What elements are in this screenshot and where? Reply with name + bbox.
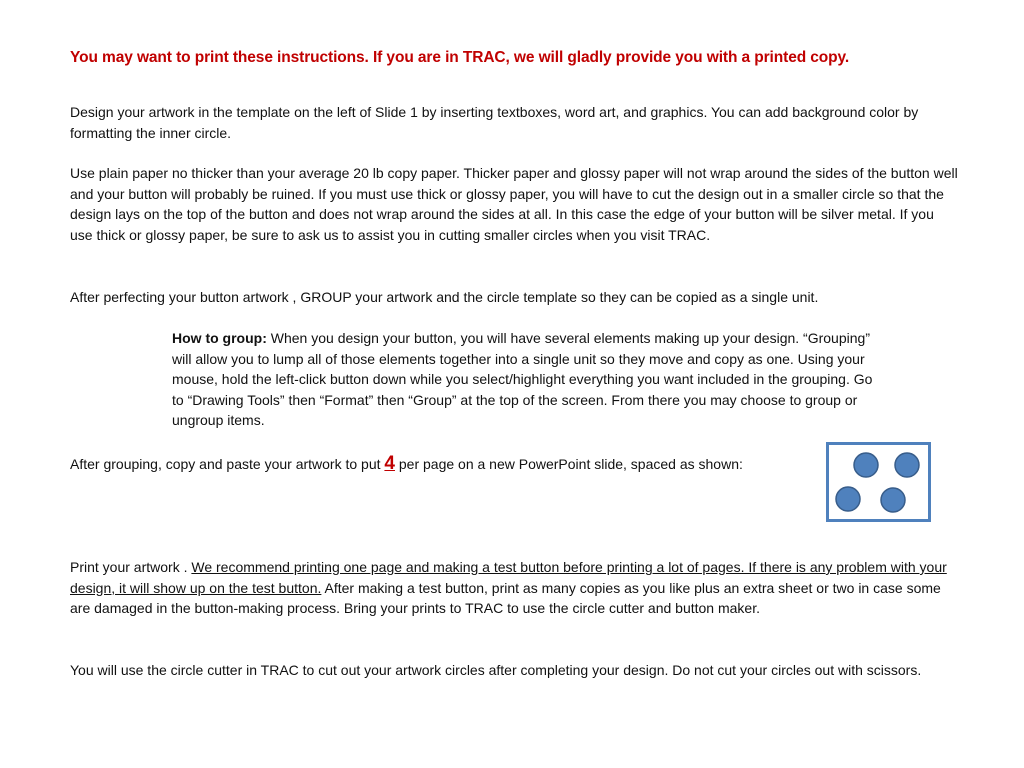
button-circle-bottom-right — [881, 488, 905, 512]
paragraph-print — [70, 557, 960, 619]
print-text-after: After making a test button, print as many copies as you like plus an extra sheet or two in case some are damaged in the button-making process. Bring your prints to TRAC to use the circle cutter and button maker. — [70, 579, 941, 617]
paragraph-copy-paste — [70, 454, 830, 475]
how-to-group-label: How to group: — [172, 330, 267, 346]
per-page-number: 4 — [384, 453, 395, 474]
paragraph-group: After perfecting your button artwork , GROUP your artwork and the circle template so they can be copied as a single unit. — [70, 289, 819, 305]
button-circle-top-left — [854, 453, 878, 477]
button-circle-bottom-left — [836, 487, 860, 511]
paragraph-circle-cutter: You will use the circle cutter in TRAC to cut out your artwork circles after completing your design. Do not cut your circles out with scissors. — [70, 662, 922, 678]
how-to-group-text: When you design your button, you will have several elements making up your design. “Grouping” will allow you to lump all of those elements together into a single unit so they move and copy as one. Using your mouse, hold the left-click button down while you select/highlight everything you want included in the grouping. Go to “Drawing Tools” then “Format” then “Group” at the top of the screen. From there you may choose to group or ungroup items. — [172, 330, 873, 429]
paragraph-design: Design your artwork in the template on the left of Slide 1 by inserting textboxes, word art, and graphics. You can add background color by formatting the inner circle. — [70, 104, 919, 141]
layout-diagram — [826, 442, 931, 522]
paragraph-paper: Use plain paper no thicker than your average 20 lb copy paper. Thicker paper and glossy paper will not wrap around the sides of the button well and your button will probably be ruined. If you must use thick or glossy paper, you will have to cut the design out in a smaller circle so that the design lays on the top of the button and does not wrap around the sides at all. In this case the edge of your button will be silver metal. If you use thick or glossy paper, be sure to ask us to assist you in cutting smaller circles when you visit TRAC. — [70, 165, 958, 243]
how-to-group-block — [172, 328, 877, 431]
print-recommendation: We recommend printing one page and making a test button before printing a lot of pages. If there is any problem with your design, it will show up on the test button. — [70, 559, 947, 596]
print-text-before: Print your artwork . — [70, 559, 192, 575]
copy-paste-text-before: After grouping, copy and paste your artwork to put — [70, 456, 385, 472]
copy-paste-text-after: per page on a new PowerPoint slide, spaced as shown: — [394, 456, 743, 472]
button-circle-top-right — [895, 453, 919, 477]
page-heading: You may want to print these instructions. If you are in TRAC, we will gladly provide you with a printed copy. — [70, 49, 850, 66]
